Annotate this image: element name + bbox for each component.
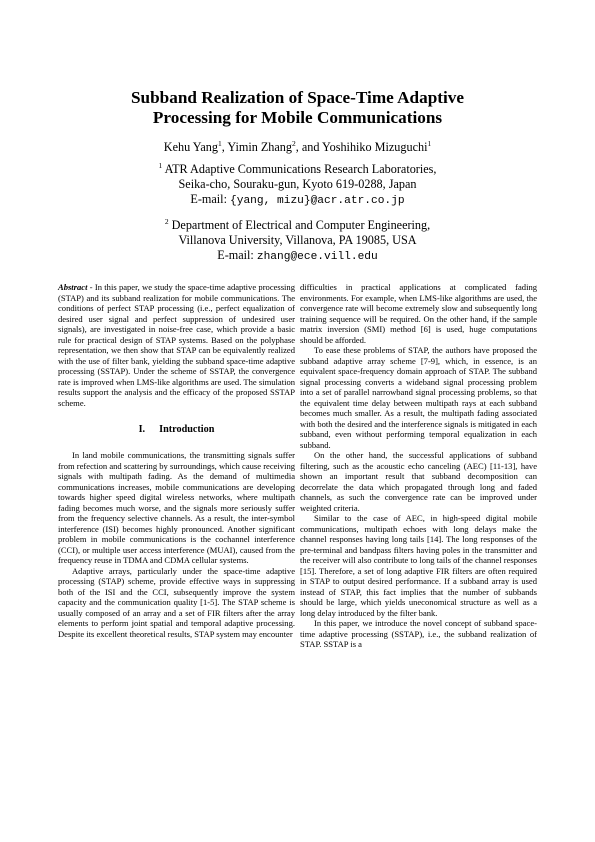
email-label: E-mail: [217, 248, 257, 262]
title-line-2: Processing for Mobile Communications [152, 108, 443, 127]
affiliation-line: Villanova University, Villanova, PA 19085, USA [178, 233, 417, 247]
body-paragraph: In this paper, we introduce the novel concept of subband space-time adaptive processing (SSTAP), i.e., the subband realization of STAP. SSTAP is a [300, 618, 537, 649]
left-column [58, 282, 295, 639]
author-separator: , [221, 140, 228, 154]
author-affiliation-mark: 2 [292, 139, 296, 148]
section-title: Introduction [159, 424, 215, 435]
affiliation-mark: 2 [164, 217, 169, 226]
email-label: E-mail: [190, 192, 231, 206]
body-paragraph: Adaptive arrays, particularly under the space-time adaptive processing (STAP) scheme, provide effective ways in suppressing both of the ISI and the CCI, subsequently improve the system capacity and the communication quality [1-5]. The STAP scheme is usually composed of an array and a set of FIR filters after the array elements to perform joint spatial and temporal adaptive processing. Despite its excellent theoretical results, STAP system may encounter [58, 565, 295, 639]
email-address: {yang, mizu}@acr.atr.co.jp [230, 195, 405, 207]
affiliation-line: ATR Adaptive Communications Research Laboratories, [164, 162, 437, 176]
author-name: Kehu Yang [163, 140, 218, 154]
affiliation-line: Seika-cho, Souraku-gun, Kyoto 619-0288, Japan [178, 177, 417, 191]
affiliation-mark: 1 [158, 161, 163, 170]
affiliation-2 [40, 218, 555, 265]
author-affiliation-mark: 1 [427, 139, 432, 148]
email-address: zhang@ece.vill.edu [256, 251, 378, 263]
paper-title [60, 88, 535, 128]
body-paragraph: Similar to the case of AEC, in high-speed digital mobile communications, multipath echoes with long delays make the channel responses having long tails [14]. The long responses of the pre-terminal and bandpass filters having poles in the transmitter and the receiver will also contribute to long tails of the channel responses [15]. Therefore, a set of long adaptive FIR filters are often required in STAP to output desired performance. If a subband array is used instead of STAP, this fact implies that the number of subbands should be large, which yields uneconomical structure as well as a long delay introduced by the filter bank. [300, 513, 537, 618]
body-paragraph: To ease these problems of STAP, the authors have proposed the subband adaptive array scheme [7-9], which, in essence, is an equivalent space-frequency domain approach of STAP. The subband signal processing converts a wideband signal processing problem into a set of parallel narrowband signal processing problems, so that the equivalent time delay between multipath rays at each subband becomes much smaller. As a result, the multipath fading associated with both the desired and the interference signals is mitigated in each subband, even without performing temporal equalization in each subband. [300, 345, 537, 450]
author-list [40, 140, 555, 155]
affiliation-line: Department of Electrical and Computer Engineering, [171, 218, 431, 232]
author-separator: , and [295, 140, 323, 154]
author-name: Yoshihiko Mizuguchi [322, 140, 428, 154]
body-paragraph: In land mobile communications, the transmitting signals suffer from refection and scattering by surroundings, which cause receiving signals with multipath fading. As the demand of multimedia communications increases, mobile communications are developing towards higher speed digital wireless networks, where multipath fading becomes much worse, and the signals more seriously suffer from the frequency selective channels. As a result, the inter-symbol interference (ISI) becomes highly pronounced. Another significant problem in mobile communications is the cochannel interference (CCI), or multiple user access interference (MUAI), caused from the frequency reuse in TDMA and CDMA cellular systems. [58, 450, 295, 565]
abstract-text: In this paper, we study the space-time adaptive processing (STAP) and its subband realization for mobile communications. The conditions of perfect STAP processing (i.e., perfect equalization of desired user signal and perfect suppression of undesired user signals), are investigated in noise-free case, which provide a basic rule for practical design of STAP systems. Based on the polyphase representation, we then show that STAP can be equivalently realized with the use of filter bank, yielding the subband space-time adaptive processing (SSTAP). Under the scheme of SSTAP, the convergence rate is improved when LMS-like algorithms are used. The simulation results support the analysis and the efficacy of the proposed SSTAP scheme. [58, 282, 295, 408]
section-number: I. [138, 424, 146, 435]
affiliation-1 [40, 162, 555, 209]
body-paragraph: On the other hand, the successful applications of subband filtering, such as the acoustic echo canceling (AEC) [11-13], have shown an important result that subband decomposition can decorrelate the data which propagated through long and faded channels, as such the convergence rate can be improved under weighted criteria. [300, 450, 537, 513]
author-name: Yimin Zhang [227, 140, 292, 154]
author-affiliation-mark: 1 [217, 139, 222, 148]
title-line-1: Subband Realization of Space-Time Adaptive [131, 88, 464, 107]
abstract [58, 282, 295, 408]
right-column [300, 282, 537, 650]
body-paragraph: difficulties in practical applications at complicated fading environments. For example, when LMS-like algorithms are used, the convergence rate will become extremely slow and subsequently long training sequence will be required. On the other hand, if the sample matrix inversion (SMI) method [6] is used, huge computations should be afforded. [300, 282, 537, 345]
abstract-label: Abstract - [58, 282, 93, 292]
section-heading [58, 424, 295, 436]
